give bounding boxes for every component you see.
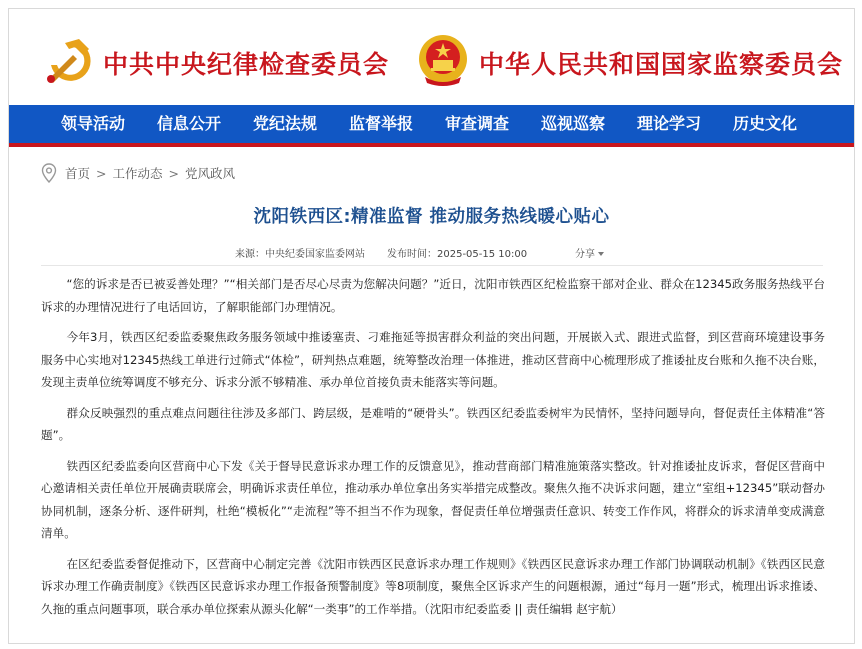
site-banner (9, 9, 854, 105)
divider (41, 265, 823, 266)
hammer-sickle-emblem (43, 35, 93, 85)
nav-item-regulations[interactable]: 党纪法规 (253, 114, 318, 133)
breadcrumb-separator: > (96, 165, 107, 181)
main-nav (9, 105, 854, 147)
nsc-title[interactable]: 中华人民共和国国家监察委员会 (479, 50, 844, 79)
breadcrumb-party-style[interactable]: 党风政风 (185, 166, 236, 181)
nav-item-reporting[interactable]: 监督举报 (349, 114, 414, 133)
nav-item-history[interactable]: 历史文化 (733, 114, 798, 133)
article-body (41, 273, 825, 628)
breadcrumb-work-news[interactable]: 工作动态 (112, 166, 163, 181)
article-source: 来源：中央纪委国家监委网站 (235, 249, 365, 260)
article-paragraph: “您的诉求是否已被妥善处理？”“相关部门是否尽心尽责为您解决问题？”近日，沈阳市铁西区纪检监察干部对企业、群众在12345政务服务热线平台诉求的办理情况进行了电话回访，了解职能部门办理情况。 (41, 277, 825, 314)
article-publish-time: 发布时间：2025-05-15 10:00 (387, 249, 528, 260)
nav-item-inspection[interactable]: 巡视巡察 (541, 114, 606, 133)
breadcrumb (41, 162, 235, 184)
share-dropdown[interactable] (575, 245, 604, 260)
national-emblem (417, 33, 469, 87)
article-paragraph: 铁西区纪委监委向区营商中心下发《关于督导民意诉求办理工作的反馈意见》，推动营商部门精准施策落实整改。针对推诿扯皮诉求，督促区营商中心邀请相关责任单位开展确责联席会，明确诉求责任单位，推动承办单位拿出务实举措完成整改。聚焦久拖不决诉求问题，建立“室组+12345”联动督办协同机制，逐条分析、逐件研判，杜绝“模板化”“走流程”等不担当不作为现象，督促责任单位增强责任意识、转变工作作风，将群众的诉求清单变成满意清单。 (41, 458, 825, 540)
page-frame (8, 8, 855, 644)
article-paragraph: 群众反映强烈的重点难点问题往往涉及多部门、跨层级，是难啃的“硬骨头”。铁西区纪委监委树牢为民情怀，坚持问题导向，督促责任主体精准“答题”。 (41, 405, 825, 442)
nav-item-disclosure[interactable]: 信息公开 (157, 114, 222, 133)
breadcrumb-separator: > (168, 165, 179, 181)
article-title: 沈阳铁西区:精准监督 推动服务热线暖心贴心 (253, 207, 610, 227)
article-paragraph: 在区纪委监委督促推动下，区营商中心制定完善《沈阳市铁西区民意诉求办理工作规则》《铁西区民意诉求办理工作部门协调联动机制》《铁西区民意诉求办理工作确责制度》《铁西区民意诉求办理工作报备预警制度》等8项制度，聚焦全区诉求产生的问题根源，通过“每月一题”形式，梳理出诉求推诿、久拖的重点问题事项，联合承办单位探索从源头化解“一类事”的工作举措。（沈阳市纪委监委 || 责任编辑 赵宇航） (41, 556, 825, 616)
location-pin-icon (41, 163, 57, 183)
ccdi-title[interactable]: 中共中央纪律检查委员会 (103, 50, 390, 79)
article-paragraph: 今年3月，铁西区纪委监委聚焦政务服务领域中推诿塞责、刁难拖延等损害群众利益的突出问题，开展嵌入式、跟进式监督，到区营商环境建设事务服务中心实地对12345热线工单进行过筛式“体检”，研判热点难题，统筹整改治理一体推进，推动区营商中心梳理形成了推诿扯皮台账和久拖不决台账，发现主责单位统筹调度不够充分、诉求分派不够精准、承办单位首接负责未能落实等问题。 (41, 330, 825, 389)
nav-item-investigation[interactable]: 审查调查 (445, 114, 510, 133)
nav-item-leadership[interactable]: 领导活动 (61, 114, 126, 133)
caret-down-icon (598, 252, 604, 256)
nav-item-theory[interactable]: 理论学习 (637, 114, 702, 133)
share-label: 分享 (575, 249, 595, 260)
breadcrumb-home[interactable]: 首页 (65, 166, 91, 181)
